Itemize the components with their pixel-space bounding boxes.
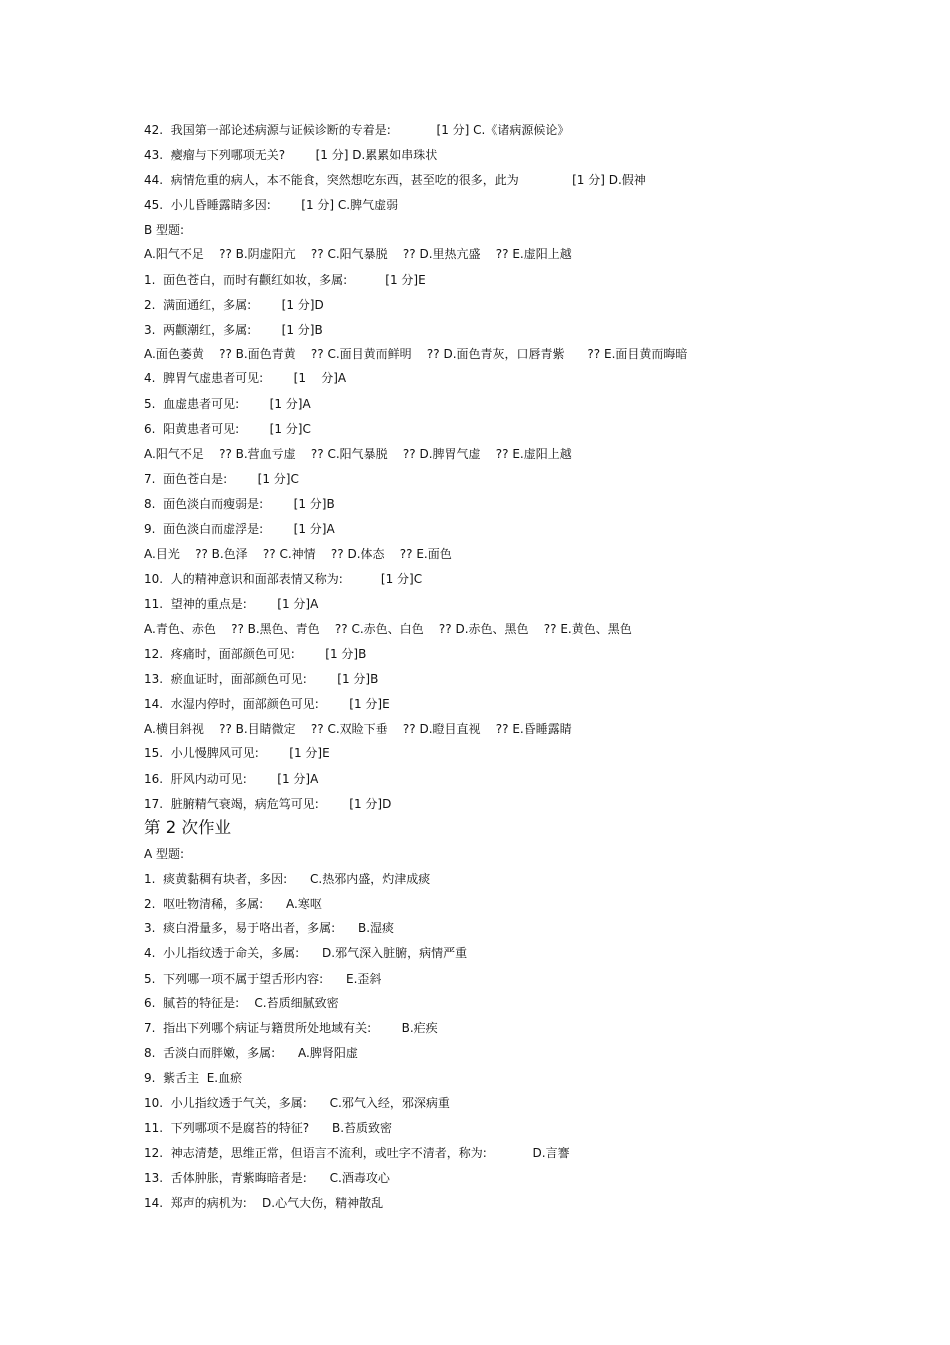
text-line: 43. 瘿瘤与下列哪项无关? [1 分] D.累累如串珠状: [144, 148, 438, 162]
options-line: A.横目斜视 ?? B.目睛微定 ?? C.双睑下垂 ?? D.瞪目直视 ?? E.昏睡露睛: [144, 722, 572, 736]
text-line: 3. 痰白滑量多，易于咯出者，多属: B.湿痰: [144, 921, 395, 935]
text-line: 11. 下列哪项不是腐苔的特征? B.苔质致密: [144, 1121, 393, 1135]
text-line: 7. 面色苍白是: [1 分]C: [144, 472, 299, 486]
section-heading: 第 2 次作业: [144, 818, 231, 837]
text-line: 2. 呕吐物清稀，多属: A.寒呕: [144, 897, 322, 911]
options-line: A.目光 ?? B.色泽 ?? C.神情 ?? D.体态 ?? E.面色: [144, 547, 452, 561]
options-line: A.阳气不足 ?? B.阴虚阳亢 ?? C.阳气暴脱 ?? D.里热亢盛 ?? E.虚阳上越: [144, 247, 572, 261]
text-line: 5. 血虚患者可见: [1 分]A: [144, 397, 311, 411]
text-line: 9. 面色淡白而虚浮是: [1 分]A: [144, 522, 335, 536]
text-line: 10. 小儿指纹透于气关，多属: C.邪气入经，邪深病重: [144, 1096, 450, 1110]
text-line: 6. 阳黄患者可见: [1 分]C: [144, 422, 311, 436]
text-line: 9. 紫舌主 E.血瘀: [144, 1071, 243, 1085]
text-line: 1. 痰黄黏稠有块者，多因: C.热邪内盛，灼津成痰: [144, 872, 431, 886]
text-line: 11. 望神的重点是: [1 分]A: [144, 597, 319, 611]
text-line: 1. 面色苍白，而时有颧红如妆，多属: [1 分]E: [144, 273, 426, 287]
options-line: A.青色、赤色 ?? B.黑色、青色 ?? C.赤色、白色 ?? D.赤色、黑色 ?? E.黄色、黑色: [144, 622, 632, 636]
text-line: 4. 小儿指纹透于命关，多属: D.邪气深入脏腑，病情严重: [144, 946, 468, 960]
text-line: 16. 肝风内动可见: [1 分]A: [144, 772, 319, 786]
text-line: 45. 小儿昏睡露睛多因: [1 分] C.脾气虚弱: [144, 198, 399, 212]
options-line: A.阳气不足 ?? B.营血亏虚 ?? C.阳气暴脱 ?? D.脾胃气虚 ?? E.虚阳上越: [144, 447, 572, 461]
text-line: 13. 舌体肿胀，青紫晦暗者是: C.酒毒攻心: [144, 1171, 390, 1185]
text-line: 8. 舌淡白而胖嫩，多属: A.脾肾阳虚: [144, 1046, 358, 1060]
text-line: 12. 神志清楚，思维正常，但语言不流利，或吐字不清者，称为: D.言謇: [144, 1146, 570, 1160]
section-label: B 型题:: [144, 223, 185, 237]
text-line: 44. 病情危重的病人，本不能食，突然想吃东西，甚至吃的很多，此为 [1 分] D.假神: [144, 173, 646, 187]
text-line: 12. 疼痛时，面部颜色可见: [1 分]B: [144, 647, 367, 661]
text-line: 4. 脾胃气虚患者可见: [1 分]A: [144, 371, 347, 385]
text-line: 5. 下列哪一项不属于望舌形内容: E.歪斜: [144, 972, 382, 986]
text-line: 13. 瘀血证时，面部颜色可见: [1 分]B: [144, 672, 379, 686]
text-line: 14. 水湿内停时，面部颜色可见: [1 分]E: [144, 697, 390, 711]
text-line: 8. 面色淡白而瘦弱是: [1 分]B: [144, 497, 335, 511]
options-line: A.面色萎黄 ?? B.面色青黄 ?? C.面目黄而鲜明 ?? D.面色青灰，口唇青紫 ?? E.面目黄而晦暗: [144, 347, 688, 361]
text-line: 2. 满面通红，多属: [1 分]D: [144, 298, 324, 312]
text-line: 15. 小儿慢脾风可见: [1 分]E: [144, 746, 330, 760]
text-line: 17. 脏腑精气衰竭，病危笃可见: [1 分]D: [144, 797, 392, 811]
text-line: 6. 腻苔的特征是: C.苔质细腻致密: [144, 996, 339, 1010]
text-line: 10. 人的精神意识和面部表情又称为: [1 分]C: [144, 572, 423, 586]
text-line: 7. 指出下列哪个病证与籍贯所处地域有关: B.疟疾: [144, 1021, 438, 1035]
text-line: 3. 两颧潮红，多属: [1 分]B: [144, 323, 323, 337]
text-line: 42. 我国第一部论述病源与证候诊断的专着是: [1 分] C.《诸病源候论》: [144, 123, 570, 137]
text-line: 14. 郑声的病机为: D.心气大伤，精神散乱: [144, 1196, 384, 1210]
section-label: A 型题:: [144, 847, 185, 861]
